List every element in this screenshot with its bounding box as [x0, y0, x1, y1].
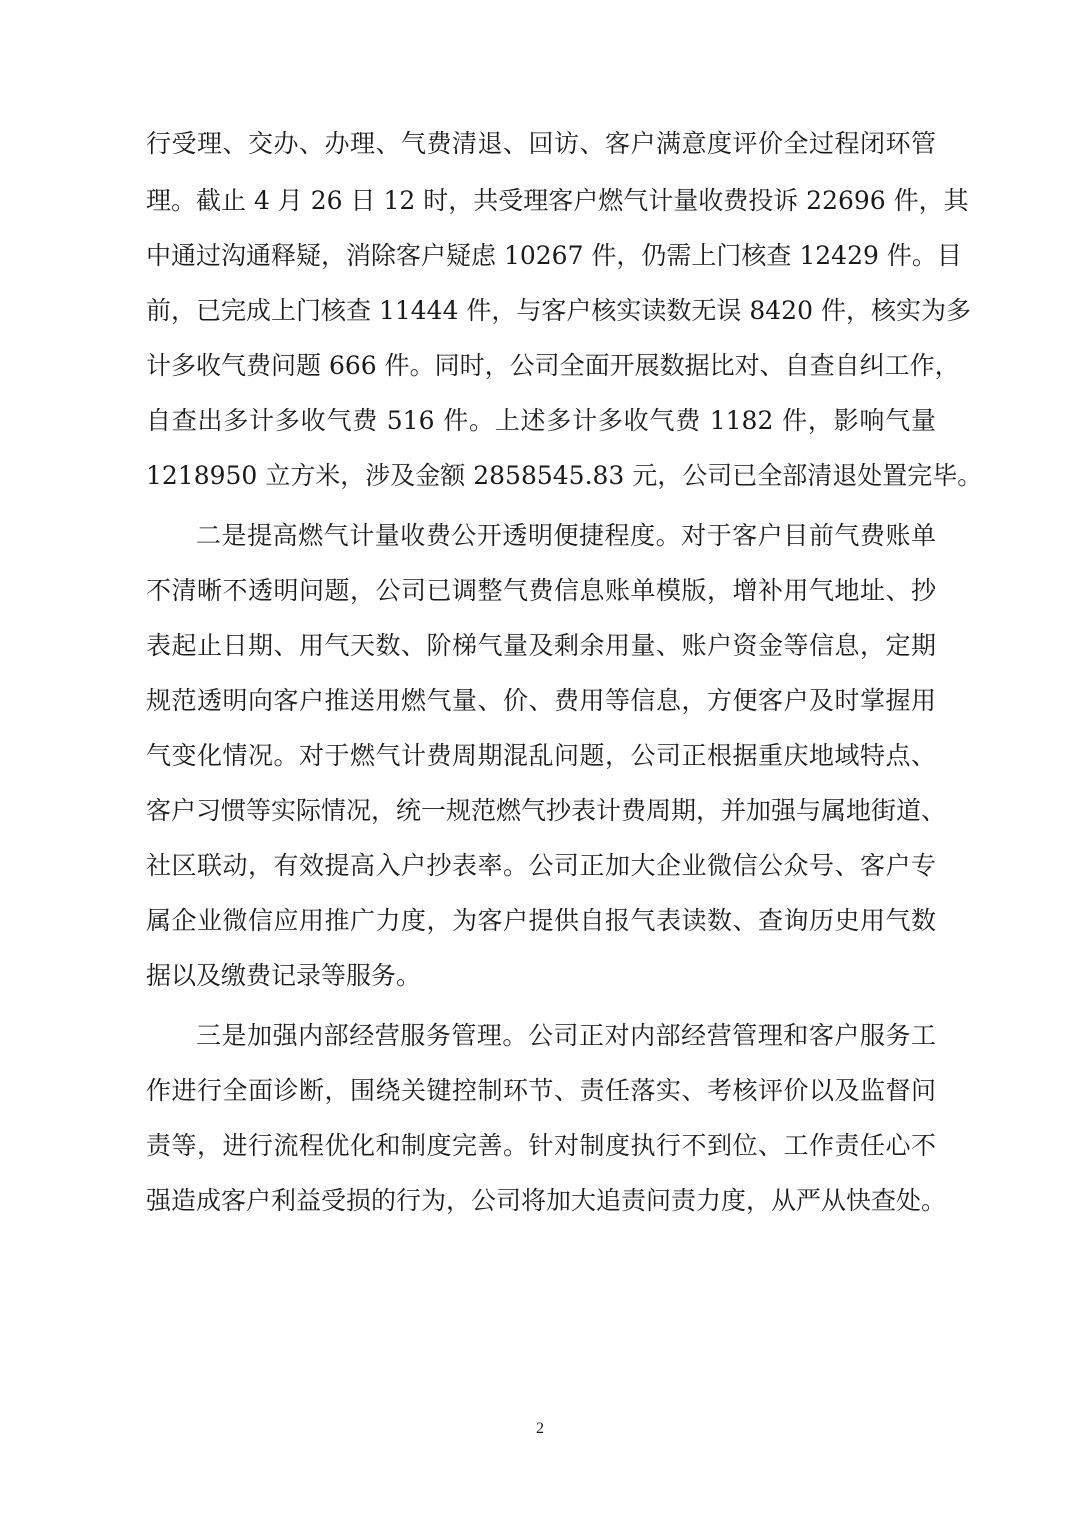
paragraph-line: 属企业微信应用推广力度，为客户提供自报气表读数、查询历史用气数 [146, 906, 936, 935]
paragraph-line: 社区联动，有效提高入户抄表率。公司正加大企业微信公众号、客户专 [146, 851, 936, 880]
paragraph-line: 前，已完成上门核查 11444 件，与客户核实读数无误 8420 件，核实为多 [146, 296, 971, 325]
paragraph-line: 客户习惯等实际情况，统一规范燃气抄表计费周期，并加强与属地街道、 [146, 796, 947, 825]
paragraph-line: 作进行全面诊断，围绕关键控制环节、责任落实、考核评价以及监督问 [146, 1076, 936, 1105]
paragraph-line: 不清晰不透明问题，公司已调整气费信息账单模版，增补用气地址、抄 [146, 576, 936, 605]
page-number: 2 [536, 1420, 544, 1437]
paragraph-line: 气变化情况。对于燃气计费周期混乱问题，公司正根据重庆地域特点、 [146, 741, 936, 770]
paragraph-line: 表起止日期、用气天数、阶梯气量及剩余用量、账户资金等信息，定期 [146, 631, 936, 660]
paragraph-line: 1218950 立方米，涉及金额 2858545.83 元，公司已全部清退处置完毕。 [146, 461, 983, 490]
paragraph-line: 规范透明向客户推送用燃气量、价、费用等信息，方便客户及时掌握用 [146, 686, 936, 715]
paragraph-line: 中通过沟通释疑，消除客户疑虑 10267 件，仍需上门核查 12429 件。目 [146, 241, 962, 270]
paragraph-line: 责等，进行流程优化和制度完善。针对制度执行不到位、工作责任心不 [146, 1131, 936, 1160]
paragraph-line: 理。截止 4 月 26 日 12 时，共受理客户燃气计量收费投诉 22696 件，其 [146, 186, 969, 215]
paragraph-line: 据以及缴费记录等服务。 [146, 961, 422, 990]
paragraph-line: 行受理、交办、办理、气费清退、回访、客户满意度评价全过程闭环管 [146, 129, 936, 158]
paragraph-line: 自查出多计多收气费 516 件。上述多计多收气费 1182 件，影响气量 [146, 406, 936, 435]
paragraph-line: 计多收气费问题 666 件。同时，公司全面开展数据比对、自查自纠工作， [146, 351, 960, 380]
paragraph-line: 二是提高燃气计量收费公开透明便捷程度。对于客户目前气费账单 [196, 521, 936, 550]
paragraph-line: 强造成客户利益受损的行为，公司将加大追责问责力度，从严从快查处。 [146, 1186, 947, 1215]
paragraph-line: 三是加强内部经营服务管理。公司正对内部经营管理和客户服务工 [196, 1021, 936, 1050]
